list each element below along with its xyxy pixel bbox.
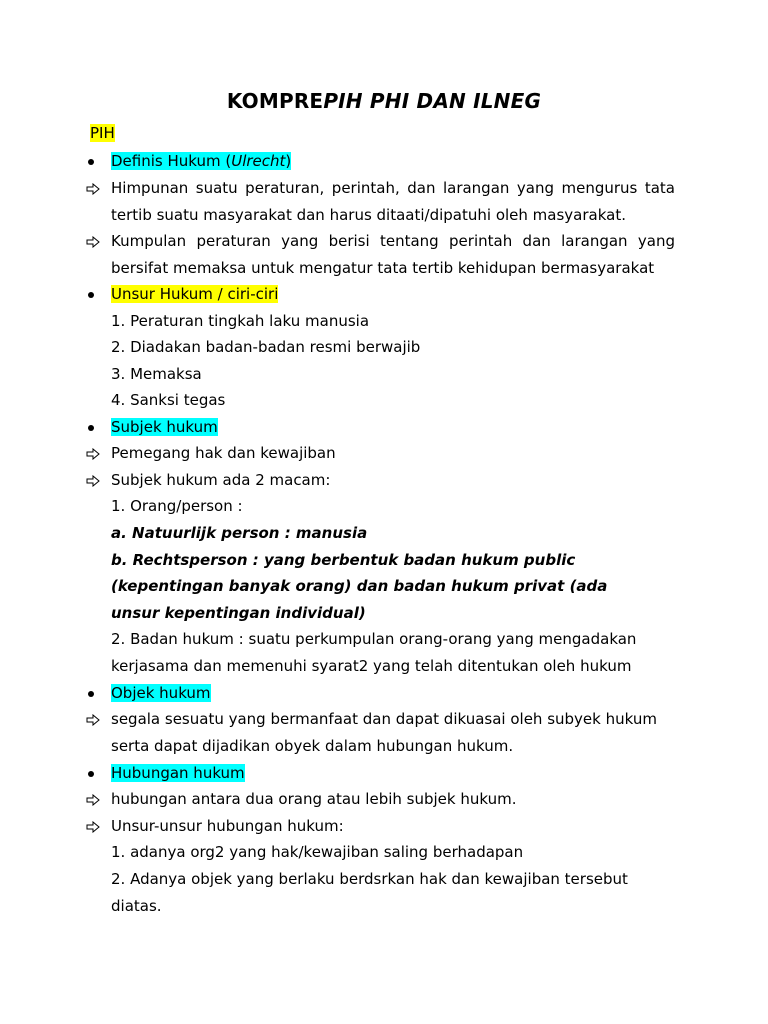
pih-label: PIH bbox=[90, 124, 115, 142]
definisi-highlight bbox=[111, 152, 291, 170]
subjek-b-line-3: unsur kepentingan individual) bbox=[111, 604, 366, 622]
definisi-label: Definis Hukum ( bbox=[111, 152, 232, 170]
subjek-badan-line-1: 2. Badan hukum : suatu perkumpulan orang-orang yang mengadakan bbox=[111, 630, 637, 648]
heading-objek bbox=[111, 683, 211, 703]
subjek-item-2: Subjek hukum ada 2 macam: bbox=[111, 471, 331, 489]
subjek-a: a. Natuurlijk person : manusia bbox=[111, 524, 368, 542]
unsur-heading: Unsur Hukum / ciri-ciri bbox=[111, 285, 279, 303]
arrow-icon bbox=[86, 714, 100, 726]
bullet-dot bbox=[88, 771, 94, 777]
hubungan-item-1: hubungan antara dua orang atau lebih subjek hukum. bbox=[111, 790, 517, 808]
bullet-dot bbox=[88, 425, 94, 431]
def-item-1-line-1: Himpunan suatu peraturan, perintah, dan larangan yang mengurus tata bbox=[111, 179, 675, 197]
objek-line-1: segala sesuatu yang bermanfaat dan dapat dikuasai oleh subyek hukum bbox=[111, 710, 657, 728]
objek-heading: Objek hukum bbox=[111, 684, 211, 702]
definisi-close: ) bbox=[285, 152, 292, 170]
arrow-icon bbox=[86, 236, 100, 248]
subjek-heading: Subjek hukum bbox=[111, 418, 218, 436]
title-prefix: KOMPRE bbox=[226, 89, 324, 113]
subjek-b-line-1: b. Rechtsperson : yang berbentuk badan hukum public bbox=[111, 551, 576, 569]
hubungan-heading: Hubungan hukum bbox=[111, 764, 245, 782]
heading-definisi bbox=[111, 151, 291, 171]
arrow-icon bbox=[86, 821, 100, 833]
heading-subjek bbox=[111, 417, 218, 437]
heading-unsur bbox=[111, 284, 278, 304]
document-title bbox=[0, 89, 768, 113]
subjek-badan-line-2: kerjasama dan memenuhi syarat2 yang telah ditentukan oleh hukum bbox=[111, 657, 632, 675]
bullet-dot bbox=[88, 691, 94, 697]
def-item-2-line-2: bersifat memaksa untuk mengatur tata tertib kehidupan bermasyarakat bbox=[111, 259, 655, 277]
hubungan-item-2: Unsur-unsur hubungan hukum: bbox=[111, 817, 344, 835]
unsur-item-4: 4. Sanksi tegas bbox=[111, 391, 226, 409]
def-item-2-line-1: Kumpulan peraturan yang berisi tentang perintah dan larangan yang bbox=[111, 232, 675, 250]
arrow-icon bbox=[86, 475, 100, 487]
subjek-item-1: Pemegang hak dan kewajiban bbox=[111, 444, 336, 462]
unsur-item-3: 3. Memaksa bbox=[111, 365, 202, 383]
unsur-item-1: 1. Peraturan tingkah laku manusia bbox=[111, 312, 370, 330]
bullet-dot bbox=[88, 159, 94, 165]
subjek-orang: 1. Orang/person : bbox=[111, 497, 243, 515]
section-label-pih bbox=[90, 123, 115, 143]
title-italic: PIH PHI DAN ILNEG bbox=[323, 89, 542, 113]
arrow-icon bbox=[86, 794, 100, 806]
objek-line-2: serta dapat dijadikan obyek dalam hubungan hukum. bbox=[111, 737, 514, 755]
hubungan-sub-3: diatas. bbox=[111, 897, 162, 915]
hubungan-sub-1: 1. adanya org2 yang hak/kewajiban saling berhadapan bbox=[111, 843, 524, 861]
bullet-dot bbox=[88, 292, 94, 298]
hubungan-sub-2: 2. Adanya objek yang berlaku berdsrkan hak dan kewajiban tersebut bbox=[111, 870, 628, 888]
subjek-b-line-2: (kepentingan banyak orang) dan badan hukum privat (ada bbox=[111, 577, 608, 595]
arrow-icon bbox=[86, 183, 100, 195]
def-item-1-line-2: tertib suatu masyarakat dan harus ditaati/dipatuhi oleh masyarakat. bbox=[111, 206, 626, 224]
arrow-icon bbox=[86, 448, 100, 460]
unsur-item-2: 2. Diadakan badan-badan resmi berwajib bbox=[111, 338, 421, 356]
heading-hubungan bbox=[111, 763, 245, 783]
definisi-italic: Ulrecht bbox=[231, 152, 286, 170]
